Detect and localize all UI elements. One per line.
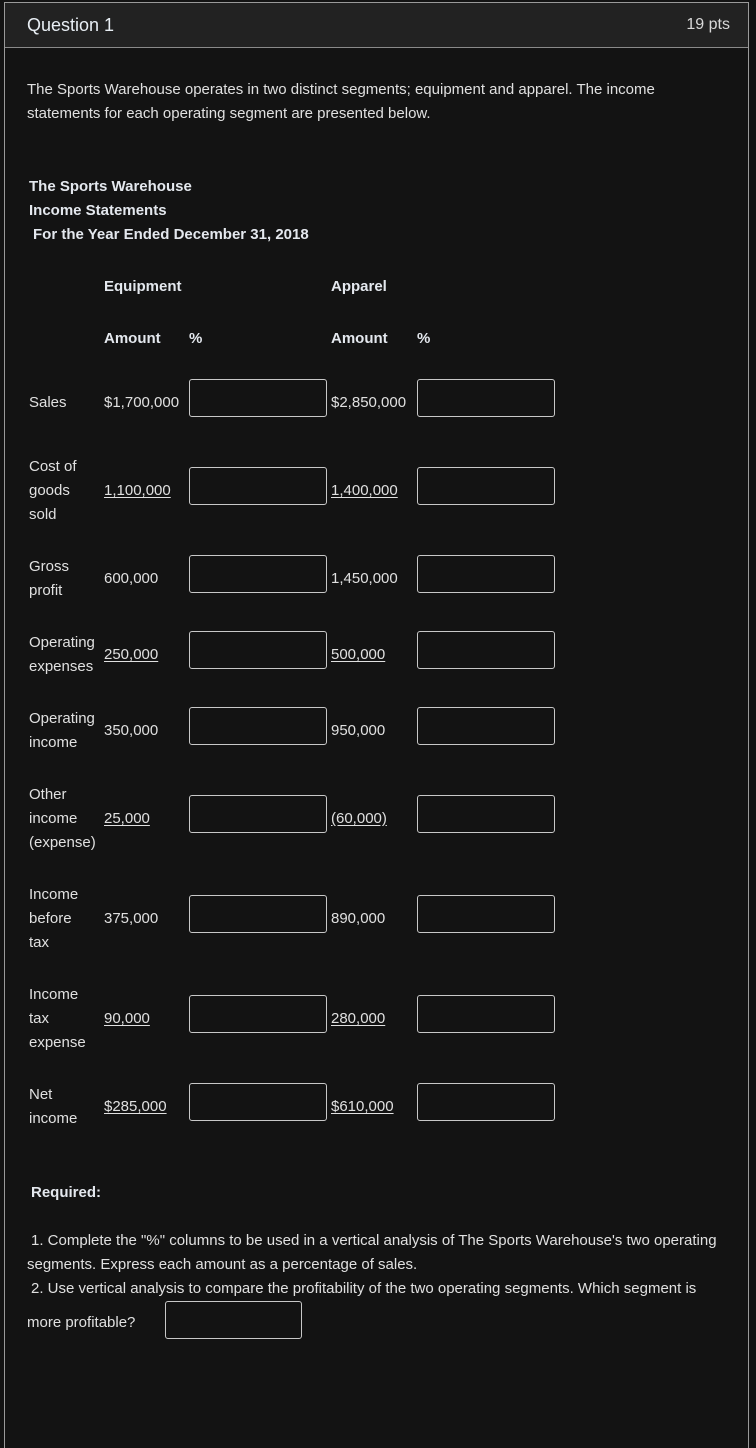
segment-header-equipment: Equipment [104, 278, 182, 295]
apparel-amount-operating-expenses: 500,000 [331, 646, 386, 663]
equipment-amount-sales: $1,700,000 [104, 394, 180, 411]
required-item-2: 2. Use vertical analysis to compare the profitability of the two operating segments. Which segment is more profitable? [27, 1280, 697, 1331]
row-label-income-tax-expense: Income tax expense [29, 986, 86, 1051]
equipment-amount-other-income: 25,000 [104, 810, 150, 827]
equipment-pct-gross-profit-input[interactable] [189, 555, 327, 593]
row-label-operating-income: Operating income [29, 710, 95, 751]
equipment-amount-operating-income: 350,000 [104, 722, 159, 739]
equipment-amount-income-before-tax: 375,000 [104, 910, 159, 927]
more-profitable-segment-input[interactable] [165, 1301, 302, 1339]
apparel-pct-other-income-input[interactable] [417, 795, 555, 833]
equipment-pct-income-before-tax-input[interactable] [189, 895, 327, 933]
question-points: 19 pts [686, 16, 730, 33]
equipment-pct-sales-input[interactable] [189, 379, 327, 417]
equipment-amount-gross-profit: 600,000 [104, 570, 159, 587]
apparel-pct-income-tax-expense-input[interactable] [417, 995, 555, 1033]
apparel-amount-income-tax-expense: 280,000 [331, 1010, 386, 1027]
apparel-pct-gross-profit-input[interactable] [417, 555, 555, 593]
apparel-pct-operating-expenses-input[interactable] [417, 631, 555, 669]
col-amount-apparel: Amount [331, 330, 388, 347]
equipment-amount-operating-expenses: 250,000 [104, 646, 159, 663]
col-amount-equipment: Amount [104, 330, 161, 347]
row-label-gross-profit: Gross profit [29, 558, 70, 599]
row-label-operating-expenses: Operating expenses [29, 634, 95, 675]
apparel-amount-income-before-tax: 890,000 [331, 910, 386, 927]
equipment-amount-cogs: 1,100,000 [104, 482, 171, 499]
apparel-pct-operating-income-input[interactable] [417, 707, 555, 745]
required-heading: Required: [31, 1184, 102, 1201]
apparel-pct-income-before-tax-input[interactable] [417, 895, 555, 933]
col-pct-apparel: % [417, 330, 431, 347]
equipment-pct-income-tax-expense-input[interactable] [189, 995, 327, 1033]
apparel-amount-operating-income: 950,000 [331, 722, 386, 739]
row-label-sales: Sales [29, 394, 67, 411]
row-label-other-income: Other income (expense) [29, 786, 96, 851]
apparel-pct-net-income-input[interactable] [417, 1083, 555, 1121]
equipment-pct-operating-income-input[interactable] [189, 707, 327, 745]
statement-title: Income Statements [29, 202, 167, 219]
question-header [5, 3, 748, 48]
apparel-amount-net-income: $610,000 [331, 1098, 394, 1115]
apparel-amount-other-income: (60,000) [331, 810, 387, 827]
equipment-amount-income-tax-expense: 90,000 [104, 1010, 150, 1027]
segment-header-apparel: Apparel [331, 278, 387, 295]
row-label-cogs: Cost of goods sold [29, 458, 77, 523]
equipment-pct-other-income-input[interactable] [189, 795, 327, 833]
apparel-pct-sales-input[interactable] [417, 379, 555, 417]
apparel-amount-sales: $2,850,000 [331, 394, 407, 411]
apparel-amount-gross-profit: 1,450,000 [331, 570, 398, 587]
row-label-net-income: Net income [29, 1086, 78, 1127]
intro-text: The Sports Warehouse operates in two distinct segments; equipment and apparel. The income statements for each operating segment are presented below. [27, 81, 655, 122]
required-item-1: 1. Complete the "%" columns to be used in a vertical analysis of The Sports Warehouse's two operating segments. Express each amount as a percentage of sales. [27, 1232, 717, 1273]
apparel-amount-cogs: 1,400,000 [331, 482, 398, 499]
apparel-pct-cogs-input[interactable] [417, 467, 555, 505]
row-label-income-before-tax: Income before tax [29, 886, 79, 951]
col-pct-equipment: % [189, 330, 203, 347]
equipment-pct-net-income-input[interactable] [189, 1083, 327, 1121]
question-title: Question 1 [27, 15, 115, 35]
equipment-amount-net-income: $285,000 [104, 1098, 167, 1115]
company-name: The Sports Warehouse [29, 178, 192, 195]
equipment-pct-cogs-input[interactable] [189, 467, 327, 505]
statement-period: For the Year Ended December 31, 2018 [33, 226, 309, 243]
equipment-pct-operating-expenses-input[interactable] [189, 631, 327, 669]
